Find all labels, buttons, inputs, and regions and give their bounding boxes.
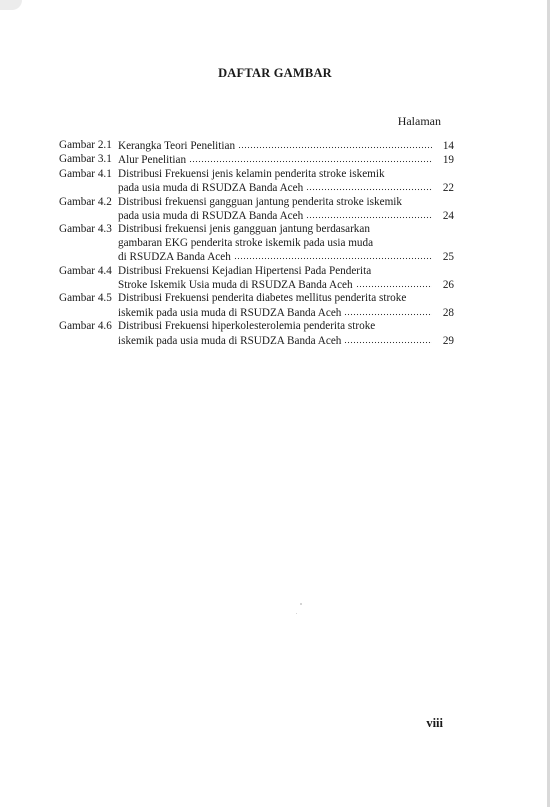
figure-caption-line: Distribusi Frekuensi Kejadian Hipertensi Pada Penderita	[118, 264, 372, 277]
figure-page-number[interactable]: 22	[442, 182, 454, 195]
figure-list	[59, 139, 454, 348]
figure-page-number[interactable]: 19	[442, 154, 454, 167]
figure-number: Gambar 3.1	[59, 153, 112, 166]
figure-caption-line: Kerangka Teori Penelitian	[118, 140, 236, 152]
figure-caption-last-line	[118, 306, 454, 320]
figure-caption-last-line	[118, 139, 454, 153]
figure-number: Gambar 2.1	[59, 139, 112, 151]
dot-leader	[238, 139, 432, 149]
figure-entry	[59, 292, 454, 320]
figure-caption-last-line	[118, 209, 454, 223]
figure-caption-line: Stroke Iskemik Usia muda di RSUDZA Banda Aceh	[118, 279, 353, 292]
figure-caption-line: di RSUDZA Banda Aceh	[118, 251, 231, 264]
dot-leader	[306, 181, 432, 191]
figure-page-number[interactable]: 29	[442, 334, 454, 347]
dot-leader	[356, 278, 432, 288]
dot-leader	[234, 250, 432, 260]
figure-page-number[interactable]: 25	[442, 251, 454, 264]
figure-number: Gambar 4.6	[59, 320, 112, 333]
figure-caption	[118, 223, 454, 264]
figure-caption	[118, 265, 454, 293]
figure-entry	[59, 139, 454, 153]
figure-caption-line: pada usia muda di RSUDZA Banda Aceh	[118, 182, 304, 195]
figure-entry	[59, 265, 454, 293]
figure-entry	[59, 223, 454, 264]
figure-caption	[118, 153, 454, 167]
figure-number: Gambar 4.2	[59, 195, 112, 208]
figure-caption-line: Distribusi Frekuensi jenis kelamin penderita stroke iskemik	[118, 167, 385, 180]
figure-page-number[interactable]: 28	[442, 306, 454, 319]
figure-entry	[59, 320, 454, 348]
figure-caption-last-line	[118, 153, 454, 167]
figure-caption-line: Distribusi Frekuensi hiperkolesterolemia penderita stroke	[118, 320, 376, 333]
figure-caption-line: Distribusi frekuensi jenis gangguan jantung berdasarkan	[118, 223, 370, 236]
figure-caption-last-line	[118, 334, 454, 348]
figure-entry	[59, 153, 454, 167]
figure-caption	[118, 196, 454, 224]
page-column-header: Halaman	[397, 114, 441, 128]
figure-page-number[interactable]: 26	[442, 279, 454, 292]
figure-caption-line: Alur Penelitian	[118, 154, 187, 167]
figure-caption	[118, 168, 454, 196]
figure-caption-line: iskemik pada usia muda di RSUDZA Banda Aceh	[118, 334, 342, 347]
figure-number: Gambar 4.1	[59, 167, 112, 180]
page-title: DAFTAR GAMBAR	[218, 66, 332, 80]
page-corner-shadow	[0, 0, 22, 10]
figure-caption-line: iskemik pada usia muda di RSUDZA Banda Aceh	[118, 306, 342, 319]
figure-entry	[59, 168, 454, 196]
dot-leader	[306, 209, 432, 219]
figure-entry	[59, 196, 454, 224]
figure-caption	[118, 139, 454, 153]
figure-caption-last-line	[118, 181, 454, 195]
figure-number: Gambar 4.5	[59, 292, 112, 305]
dot-leader	[344, 334, 432, 344]
figure-caption-line: pada usia muda di RSUDZA Banda Aceh	[118, 210, 304, 223]
dot-leader	[189, 153, 432, 163]
figure-caption-last-line	[118, 250, 454, 264]
dot-leader	[344, 306, 432, 316]
figure-caption	[118, 320, 454, 348]
figure-page-number[interactable]: 24	[442, 210, 454, 223]
figure-caption-line: Distribusi frekuensi gangguan jantung penderita stroke iskemik	[118, 195, 402, 208]
scan-speck	[300, 603, 302, 605]
scan-speck	[296, 613, 297, 614]
figure-caption-line: Distribusi Frekuensi penderita diabetes mellitus penderita stroke	[118, 292, 407, 305]
figure-caption	[118, 292, 454, 320]
figure-caption-last-line	[118, 278, 454, 292]
figure-number: Gambar 4.3	[59, 223, 112, 236]
page-number: viii	[426, 716, 443, 730]
figure-page-number[interactable]: 14	[442, 140, 454, 152]
figure-number: Gambar 4.4	[59, 264, 112, 277]
figure-caption-line: gambaran EKG penderita stroke iskemik pada usia muda	[118, 236, 374, 249]
